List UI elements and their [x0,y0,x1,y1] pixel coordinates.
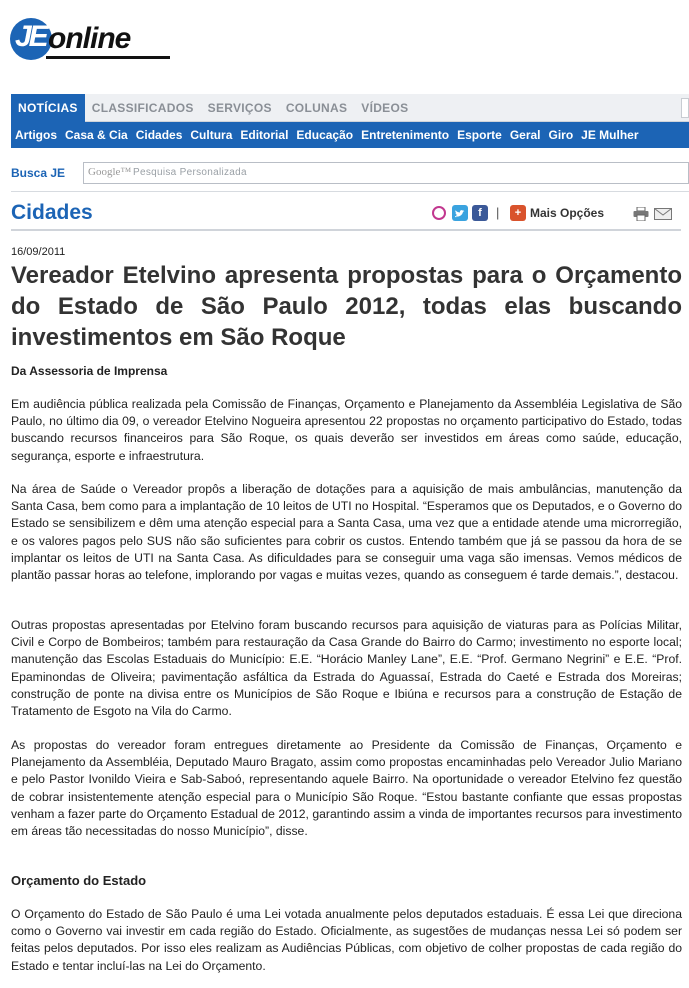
print-icon[interactable] [633,207,649,221]
article-date: 16/09/2011 [11,246,66,258]
divider [11,191,689,192]
subnav-item-geral[interactable]: Geral [509,128,541,142]
subnav-item-casa-cia[interactable]: Casa & Cia [65,128,128,142]
subnav-item-esporte[interactable]: Esporte [457,128,502,142]
search-bar [11,160,689,186]
nav-tab-classificados[interactable]: CLASSIFICADOS [91,101,194,115]
twitter-icon[interactable] [452,205,468,221]
logo-text: online [48,22,131,55]
subnav-item-cultura[interactable]: Cultura [190,128,233,142]
subnav-item-giro[interactable]: Giro [548,128,574,142]
email-icon[interactable] [654,208,672,220]
section-title[interactable]: Cidades [11,201,93,224]
article-paragraph: Outras propostas apresentadas por Etelvino foram buscando recursos para aquisição de viaturas para as Polícias Militar, Civil e Corpo de Bombeiros; também para restauração da Casa Grande do Bairro do Carmo; investimento no esporte local; manutenção das Escolas Estaduais do Município: E.E. “Horácio Manley Lane”, E.E. “Prof. Germano Negrini” e E.E. “Prof. Epaminondas de Oliveira; pavimentação asfáltica da Estrada do Aguassaí, Estrada do Caeté e Estrada dos Moreiras; construção de ponte na divisa entre os Municípios de São Roque e Ibiúna e recursos para a construção de Estação de Tratamento de Esgoto na Vila do Carmo. [11,618,682,719]
nav-tab-servicos[interactable]: SERVIÇOS [207,101,272,115]
google-logo: Google™ [88,166,132,178]
subnav-item-educacao[interactable]: Educação [296,128,354,142]
search-input[interactable] [83,162,689,184]
article-author: Da Assessoria de Imprensa [11,364,168,378]
nav-edge-control[interactable] [681,98,689,118]
plus-icon[interactable]: + [510,205,526,221]
orkut-icon[interactable] [432,206,446,220]
nav-tab-noticias[interactable]: NOTÍCIAS [11,94,85,122]
subnav-item-entretenimento[interactable]: Entretenimento [361,128,450,142]
article-paragraph: As propostas do vereador foram entregues diretamente ao Presidente da Comissão de Finanças, Orçamento e Planejamento da Assembléia, Deputado Mauro Bragato, assim como propostas encaminhadas pelo Vereador Julio Mariano e pelo Pastor Ivonildo Vieira e Sab-Saboó, representando aquele Bairro. Na oportunidade o vereador Etelvino fez questão de cobrar insistentemente atenção especial para o Município São Roque. “Estou bastante confiante que essas propostas venham a fazer parte do Orçamento Estadual de 2012, garantindo assim a vinda de importantes recursos para investimento em áreas tão necessitadas do nosso Município”, disse. [11,738,682,839]
main-nav [11,94,689,122]
article-paragraph: Na área de Saúde o Vereador propôs a liberação de dotações para a aquisição de mais ambulâncias, manutenção da Santa Casa, bem como para a implantação de 10 leitos de UTI no Hospital. “Esperamos que os Deputados, e o Governo do Estado se sensibilizem e dêm uma atenção especial para a Santa Casa, uma vez que a entidade atende uma microrregião, e os valores pagos pelo SUS não são suficientes para cobrir os custos. Entendo também que já se passou da hora de se implantar os leitos de UTI na Santa Casa. As dificuldades para se conseguir uma vaga são imensas. Vemos médicos de plantão passar horas ao telefone, implorando por vagas e muitas vezes, quando as conseguem é tarde demais.”, destacou. [11,482,682,583]
article-paragraph: O Orçamento do Estado de São Paulo é uma Lei votada anualmente pelos deputados estaduais. É essa Lei que direciona como o Governo vai investir em cada região do Estado. Oficialmente, as sugestões de mudanças nessa Lei só podem ser feitas pelos deputados. Por isso eles realizam as Audiências Públicas, com objetivo de colher propostas de cada região do Estado e tentar incluí-las na Lei do Orçamento. [11,907,682,973]
section-rule [11,229,681,231]
nav-tab-colunas[interactable]: COLUNAS [285,101,348,115]
subnav-item-je-mulher[interactable]: JE Mulher [581,128,639,142]
subnav-item-editorial[interactable]: Editorial [240,128,289,142]
facebook-icon[interactable]: f [472,205,488,221]
logo-mark: JE [15,20,46,53]
search-label: Busca JE [11,166,66,180]
article-subheading: Orçamento do Estado [11,873,147,888]
logo-underline [46,56,170,59]
subnav-item-artigos[interactable]: Artigos [15,128,57,142]
sub-nav [11,122,689,148]
tools-separator: | [496,205,500,220]
article-tools [432,205,682,223]
more-options-link[interactable]: Mais Opções [530,206,605,220]
site-logo[interactable] [10,16,170,64]
nav-tab-videos[interactable]: VÍDEOS [361,101,409,115]
article-headline: Vereador Etelvino apresenta propostas para o Orçamento do Estado de São Paulo 2012, todas elas buscando investimentos em São Roque [11,262,682,351]
subnav-item-cidades[interactable]: Cidades [135,128,183,142]
search-placeholder: Pesquisa Personalizada [133,167,247,178]
article-paragraph: Em audiência pública realizada pela Comissão de Finanças, Orçamento e Planejamento da Assembléia Legislativa de São Paulo, no último dia 09, o vereador Etelvino Nogueira apresentou 22 propostas no orçamento participativo do Estado, todas buscando recursos financeiros para São Roque, os quais deverão ser investidos em áreas como saúde, educação, segurança, esporte e infraestrutura. [11,397,682,463]
